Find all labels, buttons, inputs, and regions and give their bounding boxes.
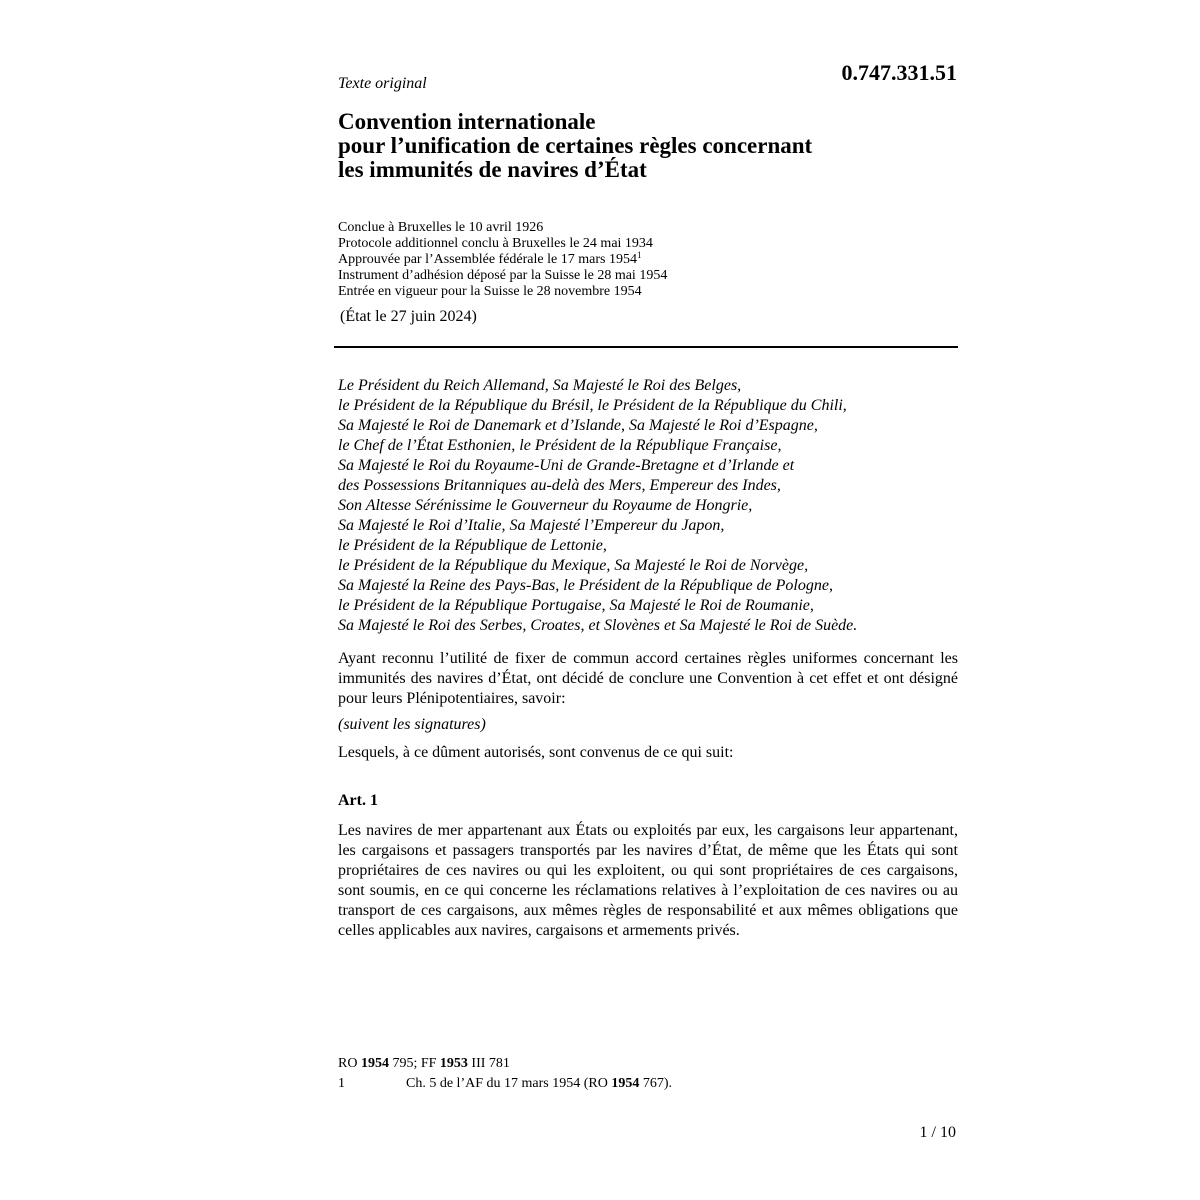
article-text: Les navires de mer appartenant aux États ou exploités par eux, les cargaisons leur appartenant, les cargaisons et passagers transportés par les navires d’État, de même que les États qui sont propriétaires de ces navires ou qui les exploitent, ou qui sont propriétaires de ces cargaisons, sont soumis, en ce qui concerne les réclamations relatives à l’exploitation de ces navires ou au transport de ces cargaisons, aux mêmes règles de responsabilité et aux mêmes obligations que celles applicables aux navires, cargaisons et armements privés. [338, 822, 958, 939]
party-line: Sa Majesté le Roi du Royaume-Uni de Grande-Bretagne et d’Irlande et [338, 457, 795, 474]
party-line: le Président de la République du Brésil, le Président de la République du Chili, [338, 397, 847, 414]
meta-instrument: Instrument d’adhésion déposé par la Suisse le 28 mai 1954 [338, 268, 668, 283]
article-heading: Art. 1 [338, 792, 378, 809]
document-title [338, 110, 812, 182]
header-divider [334, 346, 958, 348]
footnote-marker[interactable]: 1 [636, 250, 642, 260]
footnote-number: 1 [338, 1076, 345, 1091]
party-line: Son Altesse Sérénissime le Gouverneur du Royaume de Hongrie, [338, 497, 753, 514]
meta-approved: Approuvée par l’Assemblée fédérale le 17 mars 1954$^1$ [338, 250, 642, 267]
party-line: Sa Majesté le Roi des Serbes, Croates, et Slovènes et Sa Majesté le Roi de Suède. [338, 617, 858, 634]
meta-concluded: Conclue à Bruxelles le 10 avril 1926 [338, 220, 544, 235]
contracting-parties [338, 376, 857, 636]
signatures-note: (suivent les signatures) [338, 716, 486, 733]
title-line-1: Convention internationale [338, 109, 596, 134]
party-line: Le Président du Reich Allemand, Sa Majesté le Roi des Belges, [338, 377, 742, 394]
party-line: Sa Majesté le Roi de Danemark et d’Islande, Sa Majesté le Roi d’Espagne, [338, 417, 818, 434]
party-line: des Possessions Britanniques au-delà des Mers, Empereur des Indes, [338, 477, 781, 494]
page-number: 1 / 10 [919, 1124, 956, 1141]
agreement-statement: Lesquels, à ce dûment autorisés, sont convenus de ce qui suit: [338, 744, 734, 761]
meta-protocol: Protocole additionnel conclu à Bruxelles le 24 mai 1934 [338, 236, 653, 251]
status-date: (État le 27 juin 2024) [340, 308, 477, 325]
sr-number: 0.747.331.51 [841, 60, 957, 85]
footnote-1: 1 Ch. 5 de l’AF du 17 mars 1954 (RO 1954 767). [338, 1076, 672, 1091]
document-metadata [338, 220, 667, 300]
publication-reference: RO 1954 795; FF 1953 III 781 [338, 1056, 510, 1071]
party-line: Sa Majesté la Reine des Pays-Bas, le Président de la République de Pologne, [338, 577, 833, 594]
preamble-paragraph: Ayant reconnu l’utilité de fixer de commun accord certaines règles uniformes concernant les immunités des navires d’État, ont décidé de conclure une Convention à cet effet et ont désigné pour leurs Plénipotentiaires, savoir: [338, 650, 958, 707]
title-line-2: pour l’unification de certaines règles concernant [338, 133, 813, 158]
original-text-label: Texte original [338, 75, 427, 92]
title-line-3: les immunités de navires d’État [338, 157, 647, 182]
party-line: le Président de la République Portugaise, Sa Majesté le Roi de Roumanie, [338, 597, 814, 614]
party-line: le Président de la République de Lettonie, [338, 537, 607, 554]
meta-entry: Entrée en vigueur pour la Suisse le 28 novembre 1954 [338, 284, 642, 299]
party-line: le Président de la République du Mexique, Sa Majesté le Roi de Norvège, [338, 557, 809, 574]
party-line: le Chef de l’État Esthonien, le Président de la République Française, [338, 437, 782, 454]
party-line: Sa Majesté le Roi d’Italie, Sa Majesté l’Empereur du Japon, [338, 517, 725, 534]
